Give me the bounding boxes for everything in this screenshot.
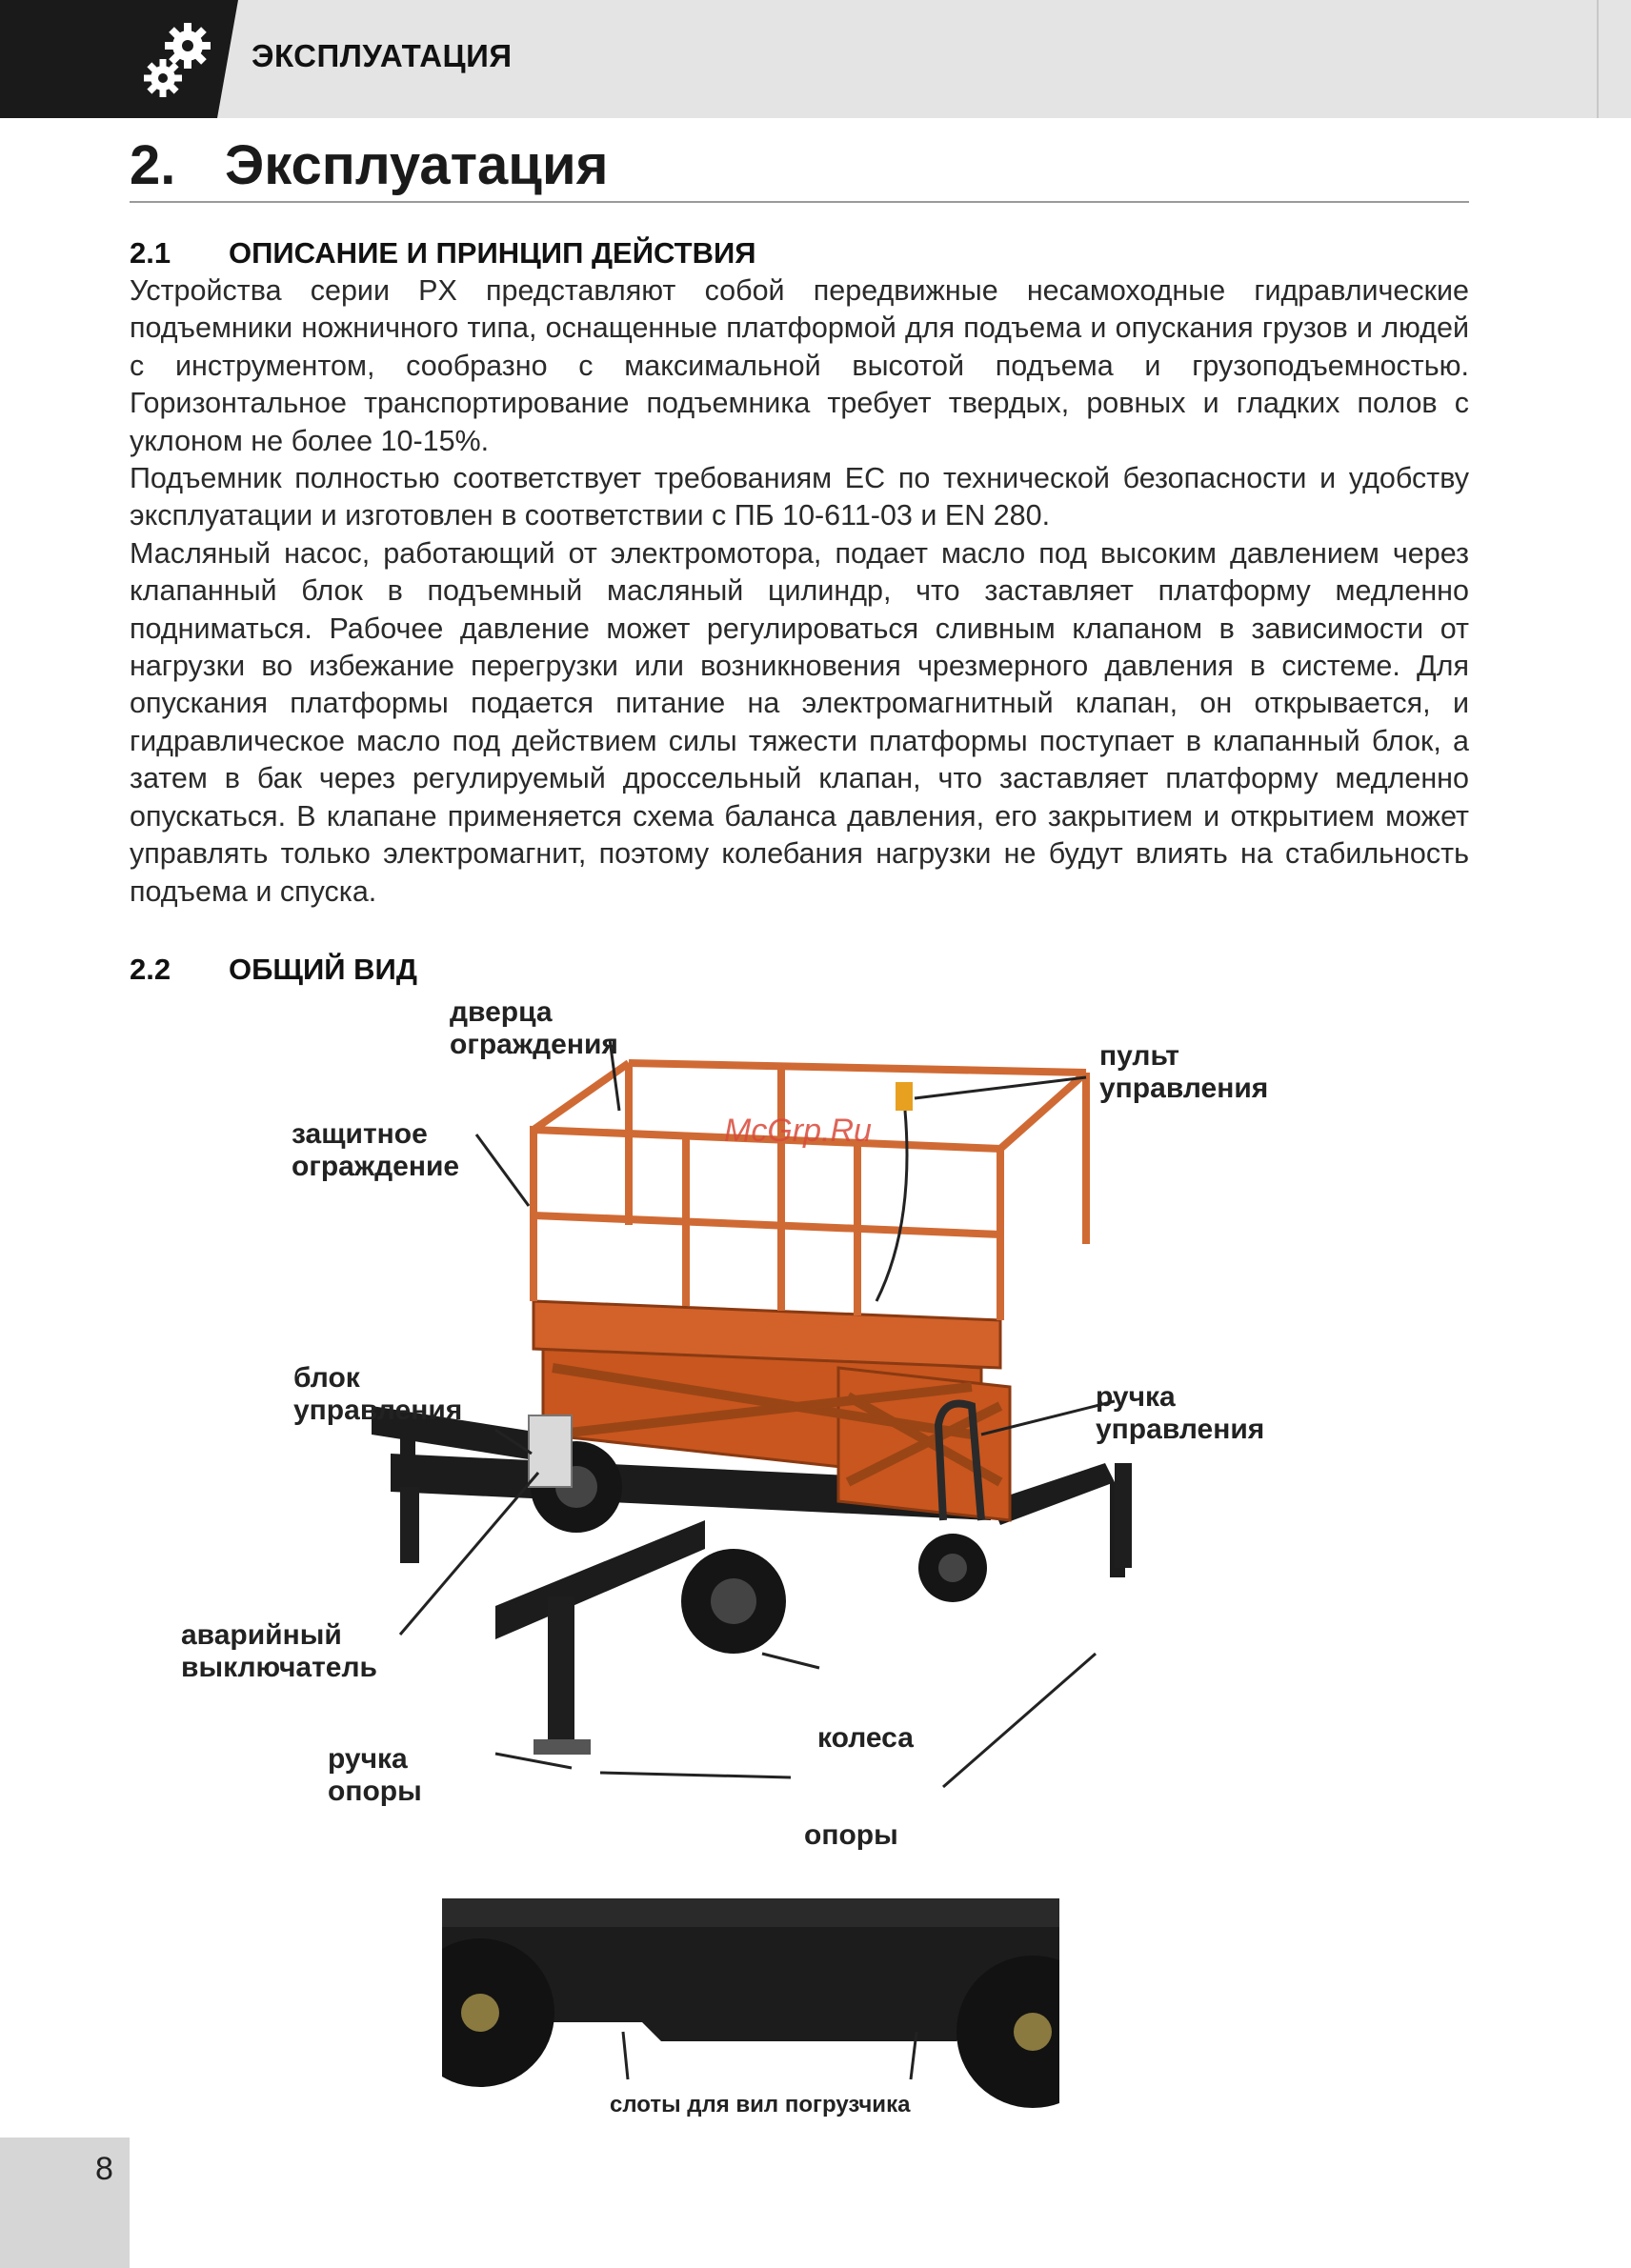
callout-control-unit bbox=[293, 1362, 462, 1427]
callout-line: ручка bbox=[328, 1743, 408, 1775]
callout-line: пульт bbox=[1099, 1040, 1179, 1072]
paragraph: Масляный насос, работающий от электромотора, подает масло под высоким давлением через клапанный блок в подъемный масляный цилиндр, что заставляет платформу медленно подниматься. Рабочее давление может регулироваться сливным клапаном в зависимости от нагрузки во избежание перегрузки или возникновения чрезмерного давления в системе. Для опускания платформы подается питание на электромагнитный клапан, он открывается, и гидравлическое масло под действием силы тяжести платформы поступает в клапанный блок, а затем в бак через регулируемый дроссельный клапан, что заставляет платформу медленно опускаться. В клапане применяется схема баланса давления, его закрытием и открытием может управлять только электромагнит, поэтому колебания нагрузки не будут влиять на стабильность подъема и спуска. bbox=[130, 536, 1469, 908]
chapter-title bbox=[130, 133, 608, 197]
callout-control-panel bbox=[1099, 1040, 1268, 1105]
section-title: ОБЩИЙ ВИД bbox=[229, 953, 417, 986]
header-divider bbox=[1597, 0, 1599, 118]
callout-fork-slots: слоты для вил погрузчика bbox=[610, 2092, 911, 2117]
paragraph: Подъемник полностью соответствует требованиям ЕС по технической безопасности и удобству эксплуатации и изготовлен в соответствии с ПБ 10-611-03 и EN 280. bbox=[130, 462, 1469, 532]
callout-line: управления bbox=[1096, 1414, 1265, 1445]
callout-line: опоры bbox=[328, 1776, 422, 1807]
callout-line: управления bbox=[293, 1395, 463, 1426]
watermark: McGrp.Ru bbox=[724, 1113, 872, 1149]
callout-line: управления bbox=[1099, 1073, 1269, 1104]
callout-support-handle bbox=[328, 1743, 422, 1808]
callout-line: защитное bbox=[292, 1118, 428, 1150]
callout-line: выключатель bbox=[181, 1652, 377, 1683]
section-number: 2.2 bbox=[130, 953, 171, 986]
page-number: 8 bbox=[95, 2151, 113, 2187]
section-heading-2-2 bbox=[130, 953, 417, 987]
chapter-divider bbox=[130, 201, 1469, 203]
section-heading-2-1 bbox=[130, 236, 756, 271]
callout-control-handle bbox=[1096, 1381, 1264, 1446]
section-number: 2.1 bbox=[130, 236, 171, 270]
page-header bbox=[0, 0, 1631, 118]
callout-line: ручка bbox=[1096, 1381, 1176, 1413]
chapter-title-text: Эксплуатация bbox=[225, 134, 609, 196]
callout-line: блок bbox=[293, 1362, 360, 1394]
section-title: ОПИСАНИЕ И ПРИНЦИП ДЕЙСТВИЯ bbox=[229, 236, 756, 270]
callout-line: ограждения bbox=[450, 1029, 618, 1060]
chapter-number: 2. bbox=[130, 134, 176, 196]
callout-gate bbox=[450, 996, 618, 1061]
callout-line: аварийный bbox=[181, 1619, 342, 1651]
callout-supports: опоры bbox=[804, 1819, 898, 1851]
section-body-text bbox=[130, 272, 1469, 911]
header-section-label: ЭКСПЛУАТАЦИЯ bbox=[252, 38, 513, 73]
callout-wheels: колеса bbox=[817, 1722, 914, 1754]
paragraph: Устройства серии PX представляют собой передвижные несамоходные гидравлические подъемники ножничного типа, оснащенные платформой для подъема и опускания грузов и людей с инструментом, сообразно с максимальной высотой подъема и грузоподъемностью. Горизонтальное транспортирование подъемника требует твердых, ровных и гладких полов с уклоном не более 10-15%. bbox=[130, 274, 1469, 457]
callout-line: ограждение bbox=[292, 1151, 460, 1182]
callout-line: дверца bbox=[450, 996, 553, 1028]
gears-icon bbox=[138, 17, 226, 105]
callout-guardrail bbox=[292, 1118, 459, 1183]
callout-emergency-switch bbox=[181, 1619, 377, 1684]
